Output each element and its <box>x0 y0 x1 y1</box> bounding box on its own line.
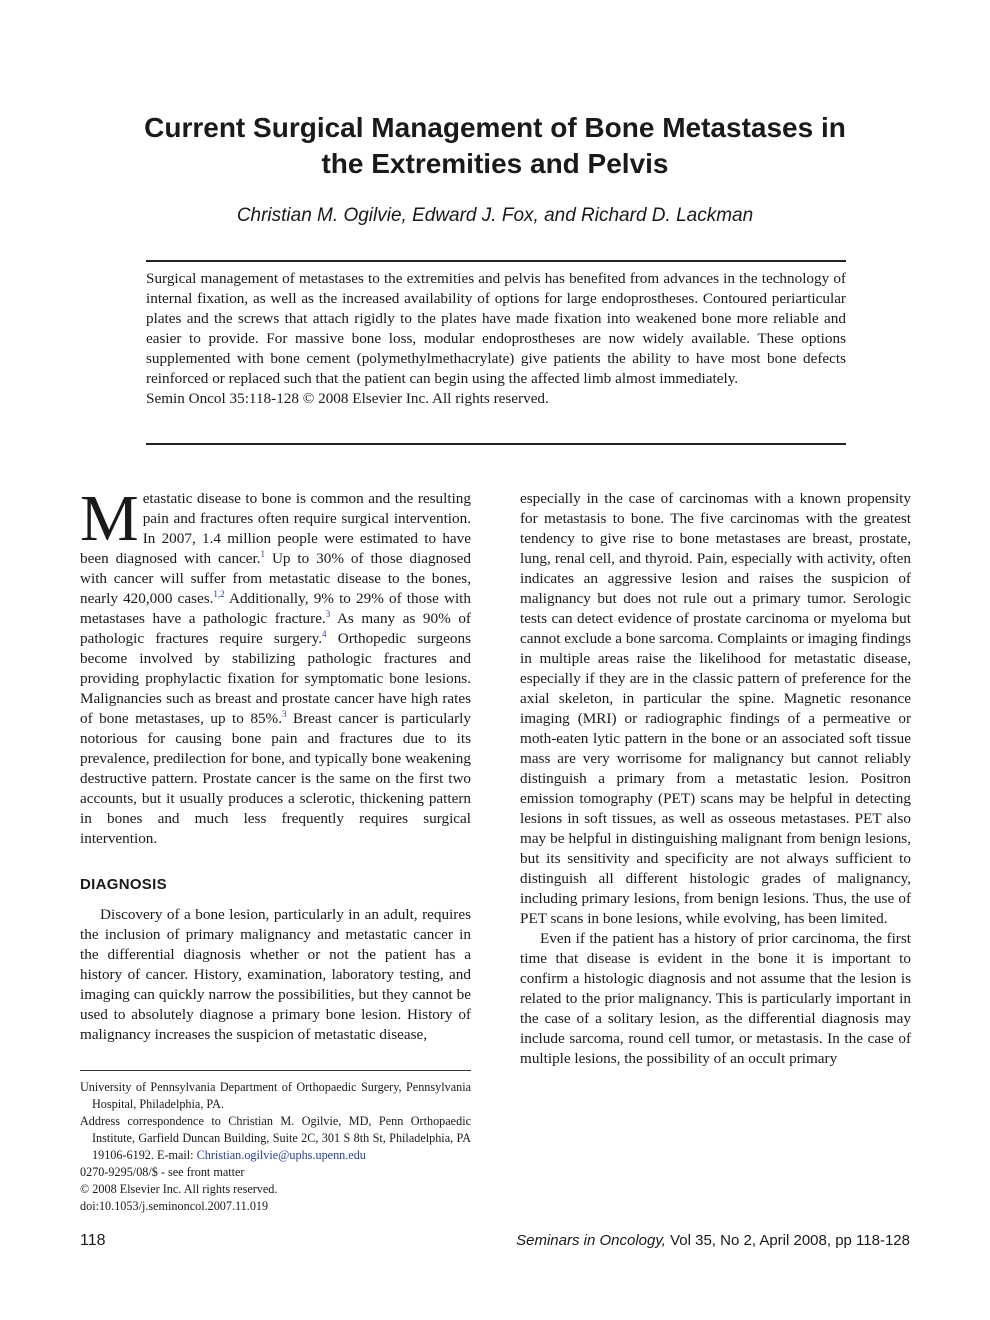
diagnosis-paragraph-2 <box>520 929 911 1069</box>
intro-text: etastatic disease to bone is common and the resulting pain and fractures often require surgical intervention. In 2007, 1.4 million people were estimated to have been diagnosed with cancer. <box>80 490 471 567</box>
reference-link[interactable]: 4 <box>322 628 327 639</box>
intro-text: As many as 90% of pathologic fractures require surgery. <box>80 610 471 647</box>
footnote-issn: 0270-9295/08/$ - see front matter <box>80 1165 245 1179</box>
abstract <box>146 269 846 409</box>
footnote <box>80 1070 471 1215</box>
reference-link[interactable]: 1 <box>260 548 266 559</box>
intro-text: Orthopedic surgeons become involved by stabilizing pathologic fractures and providing prophylactic fixation for symptomatic bone lesions. Malignancies such as breast and prostate cancer have high rates of bone metastases, up to 85%. <box>80 630 471 727</box>
article-title: Current Surgical Management of Bone Metastases in the Extremities and Pelvis <box>144 112 846 179</box>
author-list: Christian M. Ogilvie, Edward J. Fox, and Richard D. Lackman <box>236 205 754 226</box>
body-column-left <box>80 482 471 1045</box>
diagnosis-paragraph-1-continued: especially in the case of carcinomas with a known propensity for metastasis to bone. The five carcinomas with the greatest tendency to give rise to bone metastases are breast, prostate, lung, renal cell, and thyroid. Pain, especially with activity, often indicates an aggressive lesion and raises the suspicion of malignancy but does not rule out a primary tumor. Serologic tests can detect evidence of prostate carcinoma or myeloma but cannot exclude a bone sarcoma. Complaints or imaging findings in multiple areas raise the likelihood for metastatic disease, especially if they are in the classic pattern of preference for the axial skeleton, in particular the spine. Magnetic resonance imaging (MRI) or radiographic findings of a permeative or moth-eaten lytic pattern in the bone or an associated soft tissue mass are very worrisome for malignancy but cannot reliably distinguish a primary from a metastatic lesion. Positron emission tomography (PET) scans may be helpful in detecting lesions in soft tissues, as well as osseous metastases. PET also may be helpful in distinguishing malignant from benign lesions, but its sensitivity and specificity are not always sufficient to distinguish all different histologic grades of malignancy, including primary lesions, from benign lesions. Thus, the use of PET scans in bone lesions, while evolving, has been limited. <box>520 490 911 927</box>
reference-link[interactable]: 3 <box>282 708 287 719</box>
diagnosis-text: Discovery of a bone lesion, particularly in an adult, requires the inclusion of primary malignancy and metastatic cancer in the differential diagnosis whether or not the patient has a history of cancer. History, examination, laboratory testing, and imaging can quickly narrow the possibilities, but they cannot be used to absolutely diagnose a primary bone lesion. History of malignancy increases the suspicion of metastatic disease, <box>80 906 471 1043</box>
diagnosis-paragraph-1 <box>80 905 471 1045</box>
reference-link[interactable]: 1,2 <box>213 588 225 599</box>
abstract-citation: Semin Oncol 35:118-128 © 2008 Elsevier Inc. All rights reserved. <box>146 390 549 407</box>
abstract-bottom-rule <box>146 443 846 445</box>
journal-name: Seminars in Oncology, <box>516 1232 666 1249</box>
footnote-copyright: © 2008 Elsevier Inc. All rights reserved. <box>80 1182 278 1196</box>
page-number: 118 <box>80 1232 106 1249</box>
intro-paragraph <box>80 482 471 849</box>
footnote-doi: doi:10.1053/j.seminoncol.2007.11.019 <box>80 1199 269 1213</box>
abstract-top-rule <box>146 260 846 262</box>
diagnosis-text: Even if the patient has a history of prior carcinoma, the first time that disease is evident in the bone it is important to confirm a histologic diagnosis and not assume that the lesion is related to the prior malignancy. This is particularly important in the case of a solitary lesion, as the differential diagnosis may include sarcoma, round cell tumor, or metastasis. In the case of multiple lesions, the possibility of an occult primary <box>520 930 911 1067</box>
email-link[interactable]: Christian.ogilvie@uphs.upenn.edu <box>196 1148 366 1162</box>
footnote-address-text: Address correspondence to Christian M. Ogilvie, MD, Penn Orthopaedic Institute, Garfield Duncan Building, Suite 2C, 301 S 8th St, Philadelphia, PA 19106-6192. E-mail: <box>80 1114 471 1162</box>
intro-text: Up to 30% of those diagnosed with cancer will suffer from metastatic disease to the bones, nearly 420,000 cases. <box>80 550 471 607</box>
journal-details: Vol 35, No 2, April 2008, pp 118-128 <box>665 1232 910 1249</box>
section-heading-diagnosis: DIAGNOSIS <box>80 876 167 893</box>
footnote-affiliation: University of Pennsylvania Department of Orthopaedic Surgery, Pennsylvania Hospital, Philadelphia, PA. <box>80 1080 471 1111</box>
abstract-text: Surgical management of metastases to the extremities and pelvis has benefited from advances in the technology of internal fixation, as well as the increased availability of options for large endoprostheses. Contoured periarticular plates and the screws that attach rigidly to the plates have made fixation into weakened bone more reliable and easier to provide. For massive bone loss, modular endoprostheses are now widely available. These options supplemented with bone cement (polymethylmethacrylate) give patients the ability to have most bone defects reinforced or replaced such that the patient can begin using the affected limb almost immediately. <box>146 270 846 387</box>
reference-link[interactable]: 3 <box>325 608 331 619</box>
journal-reference <box>516 1232 910 1249</box>
intro-text: Breast cancer is particularly notorious for causing bone pain and fractures due to its prevalence, predilection for bone, and typically bone weakening destructive pattern. Prostate cancer is the same on the first two accounts, but it usually produces a sclerotic, thickening pattern in bones and much less frequently requires surgical intervention. <box>80 710 471 847</box>
footnote-address <box>80 1113 471 1164</box>
intro-text: Additionally, 9% to 29% of those with metastases have a pathologic fracture. <box>80 590 471 627</box>
body-column-right <box>520 489 911 1069</box>
drop-cap: M <box>80 482 139 555</box>
